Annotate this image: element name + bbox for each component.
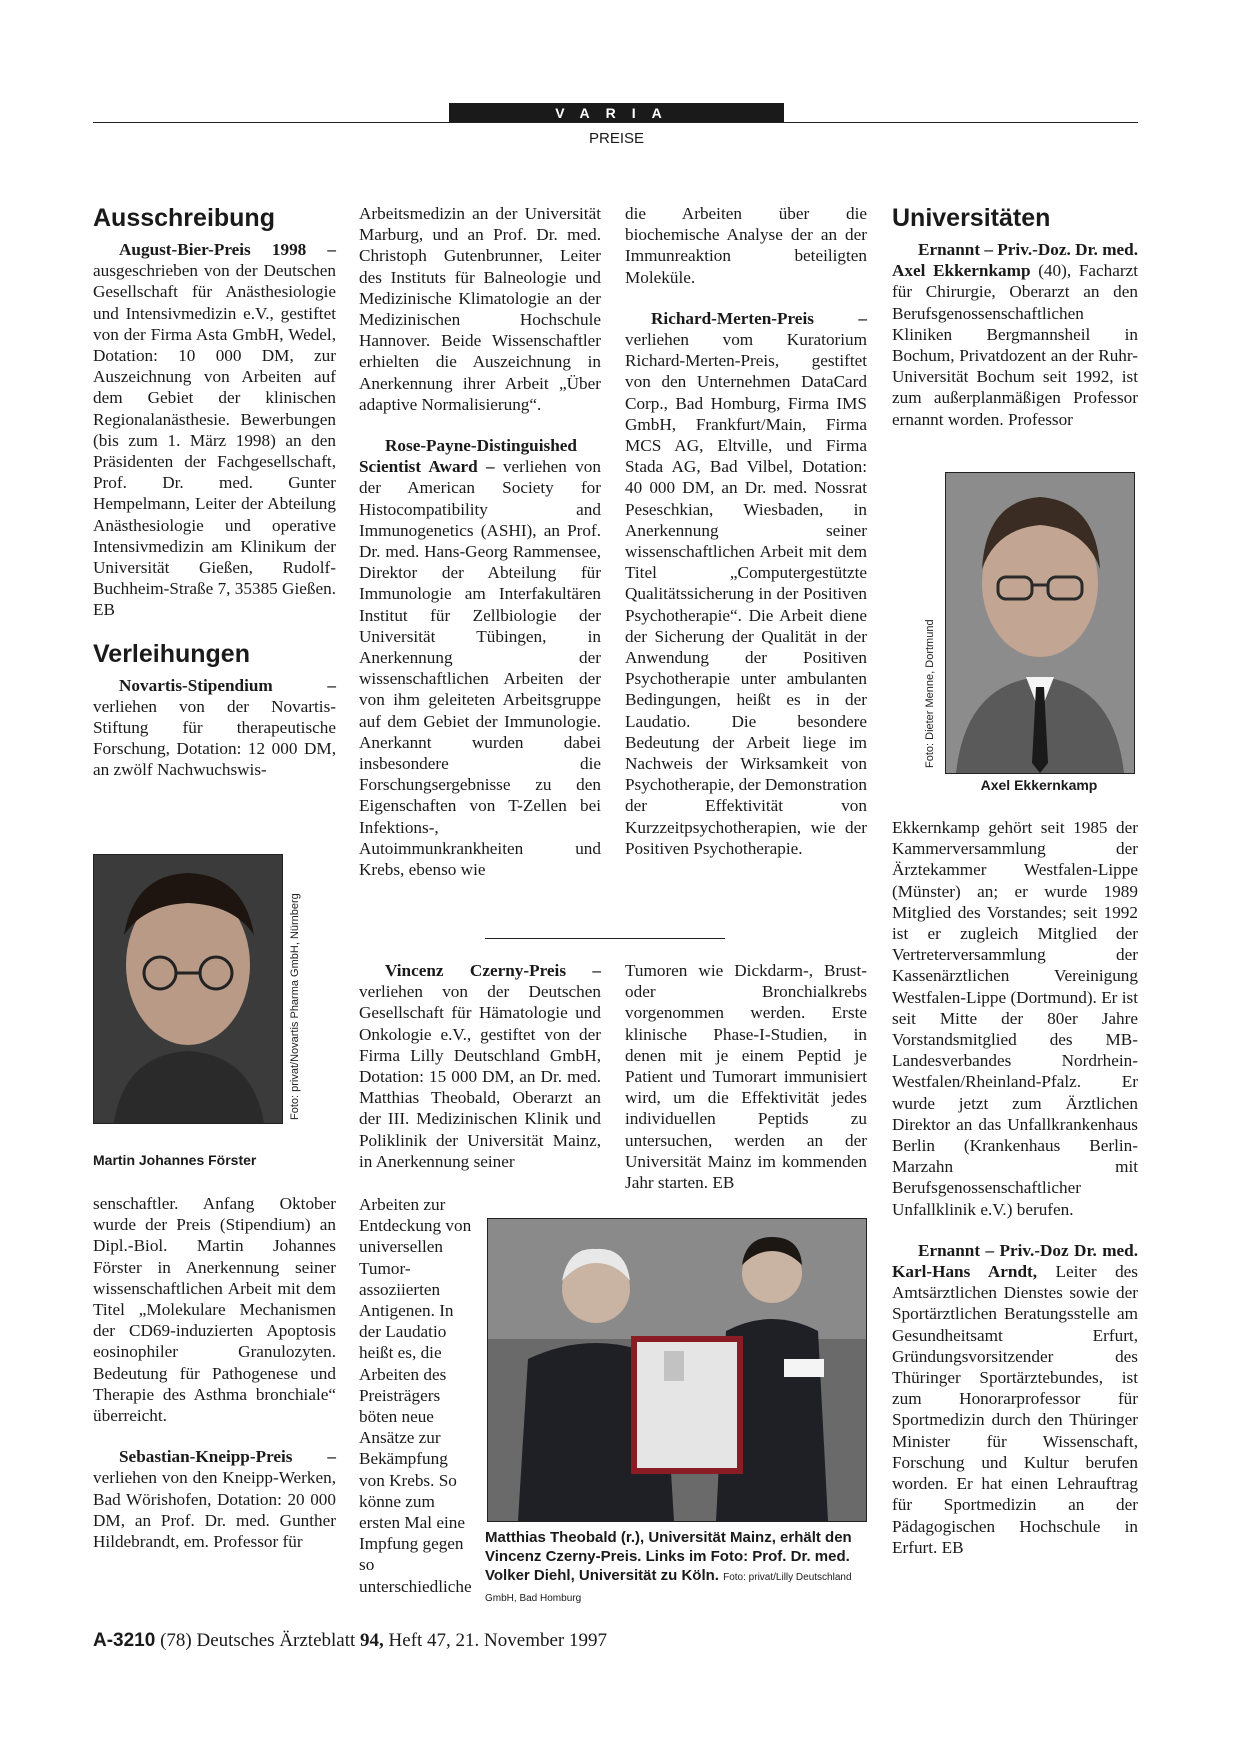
page-code: A-3210	[93, 1630, 156, 1651]
paragraph-tumoren: Tumoren wie Dickdarm-, Brust- oder Bronchialkrebs vorgenommen werden. Erste klinische Phase-I-Studien, in denen mit je einem Peptid je Patient und Tumorart immunisiert wird, um die Effektivität jedes individuellen Peptids zu untersuchen, werden an der Universität Mainz im kommenden Jahr starten. EB	[625, 961, 867, 1193]
paragraph-august-bier: August-Bier-Preis 1998 – ausgeschrieben von der Deutschen Gesellschaft für Anästhesiologie und Intensivmedizin e.V., gestiftet von der Firma Asta GmbH, Wedel, Dotation: 10 000 DM, zur Auszeichnung von Arbeiten auf dem Gebiet der klinischen Regionalanästhesie. Bewerbungen (bis zum 1. März 1998) an den Präsidenten der Fachgesellschaft, Prof. Dr. med. Gunter Hempelmann, Leiter der Abteilung Anästhesiologie und operative Intensivmedizin am Klinikum der Universität Gießen, Rudolf-Buchheim-Straße 7, 35385 Gießen. EB	[93, 240, 336, 620]
column-4	[892, 203, 1138, 430]
section-divider	[485, 938, 725, 939]
paragraph-richard-merten: Richard-Merten-Preis – verliehen vom Kuratorium Richard-Merten-Preis, gestiftet von den Unternehmen DataCard Corp., Bad Homburg, Firma IMS GmbH, Frankfurt/Main, Firma MCS AG, Eltville, und Firma Stada AG, Bad Vilbel, Dotation: 40 000 DM, an Dr. med. Nossrat Peseschkian, Wiesbaden, in Anerkennung seiner wissenschaftlichen Arbeit mit dem Titel „Computergestützte Qualitätssicherung in der Positiven Psychotherapie“. Die Arbeit diene der Sicherung der Qualität in der Anwendung der Positiven Psychotherapie unter ambulanten Bedingungen, heißt es in der Laudatio. Die besondere Bedeutung der Arbeit liege im Nachweis der Wirksamkeit von Psychotherapie, der Demonstration der Effektivität von Kurzzeitpsychotherapien, wie der Positiven Psychotherapie.	[625, 308, 867, 858]
heading-verleihungen: Verleihungen	[93, 639, 250, 668]
section-subtitle: PREISE	[588, 130, 645, 147]
photo-credit-theobald: Foto: privat/Lilly Deutschland GmbH, Bad Homburg	[485, 1572, 852, 1604]
section-banner: VARIA	[449, 103, 784, 123]
heading-ausschreibung: Ausschreibung	[93, 204, 275, 232]
award-image	[488, 1219, 866, 1521]
photo-credit-foerster: Foto: privat/Novartis Pharma GmbH, Nürnberg	[289, 893, 301, 1120]
header-rule	[93, 122, 1138, 123]
paragraph-tumor-antigene: Arbeiten zur Entdeckung von universellen Tumor-assoziierten Antigenen. In der Laudatio heißt es, die Arbeiten des Preisträgers böten neue Ansätze zur Bekämpfung von Krebs. So könne zum ersten Mal eine Impfung gegen so unterschiedliche	[359, 1195, 472, 1596]
paragraph-kneipp: Sebastian-Kneipp-Preis – verliehen von den Kneipp-Werken, Bad Wörishofen, Dotation: 20 000 DM, an Prof. Dr. med. Gunther Hildebrandt, em. Professor für	[93, 1447, 336, 1552]
column-2	[359, 203, 601, 880]
column-1	[93, 203, 336, 781]
photo-martin-foerster	[93, 854, 283, 1124]
paragraph-hildebrandt-cont: Arbeitsmedizin an der Universität Marburg, und an Prof. Dr. med. Christoph Gutenbrunner, Leiter des Instituts für Balneologie und Medizinische Klimatologie an der Medizinischen Hochschule Hannover. Beide Wissenschaftler erhielten die Auszeichnung in Anerkennung ihrer Arbeit „Über adaptive Normalisierung“.	[359, 204, 601, 414]
paragraph-novartis: Novartis-Stipendium – verliehen von der Novartis-Stiftung für therapeutische Forschung, Dotation: 12 000 DM, an zwölf Nachwuchswis-	[93, 675, 336, 780]
column-1-continued	[93, 1193, 336, 1552]
portrait-image	[94, 855, 282, 1123]
paragraph-vincenz-czerny: Vincenz Czerny-Preis – verliehen von der Deutschen Gesellschaft für Hämatologie und Onkologie e.V., gestiftet von der Firma Lilly Deutschland GmbH, Dotation: 15 000 DM, an Dr. med. Matthias Theobald, Oberarzt an der III. Medizinischen Klinik und Poliklinik der Universität Mainz, in Anerkennung seiner	[359, 961, 601, 1171]
paragraph-ekkernkamp: Ernannt – Priv.-Doz. Dr. med. Axel Ekkernkamp (40), Facharzt für Chirurgie, Oberarzt an den Berufsgenossenschaftlichen Kliniken Bergmannsheil in Bochum, Privatdozent an der Ruhr-Universität Bochum seit 1992, ist zum außerplanmäßigen Professor ernannt worden. Professor	[892, 240, 1138, 429]
caption-foerster: Martin Johannes Förster	[93, 1152, 257, 1168]
heading-universitaeten: Universitäten	[892, 204, 1051, 232]
paragraph-biochemie: die Arbeiten über die biochemische Analyse der an der Immunreaktion beteiligten Moleküle.	[625, 204, 867, 287]
czerny-column-narrow	[359, 1194, 475, 1597]
caption-ekkernkamp: Axel Ekkernkamp	[980, 777, 1098, 793]
caption-theobald: Matthias Theobald (r.), Universität Mainz, erhält den Vincenz Czerny-Preis. Links im Foto: Prof. Dr. med. Volker Diehl, Universität zu Köln. Foto: privat/Lilly Deutschland GmbH, Bad Homburg	[485, 1529, 852, 1604]
column-4-continued	[892, 817, 1138, 1558]
paragraph-arndt: Ernannt – Priv.-Doz Dr. med. Karl-Hans Arndt, Leiter des Amtsärztlichen Dienstes sowie der Sportärztlichen Beratungsstelle am Gesundheitsamt Erfurt, Gründungsvorsitzender des Thüringer Sportärztebundes, ist zum Honorarprofessor für Sportmedizin durch den Thüringer Minister für Wissenschaft, Forschung und Kultur berufen worden. Er hat einen Lehrauftrag für Sportmedizin an der Pädagogischen Hochschule in Erfurt. EB	[892, 1240, 1138, 1557]
column-3	[625, 203, 867, 859]
portrait-image-ekkernkamp	[946, 473, 1134, 773]
paragraph-foerster: senschaftler. Anfang Oktober wurde der Preis (Stipendium) an Dipl.-Biol. Martin Johannes Förster in Anerkennung seiner wissenschaftlichen Arbeit mit dem Titel „Molekulare Mechanismen der CD69-induzierten Apoptosis eosinophiler Granulozyten. Bedeutung für Pathogenese und Therapie des Asthma bronchiale“ überreicht.	[93, 1194, 336, 1426]
page-footer: A-3210 (78) Deutsches Ärzteblatt 94, Heft 47, 21. November 1997	[93, 1630, 608, 1651]
photo-theobald-diehl	[487, 1218, 867, 1522]
volume-number: 94,	[360, 1630, 384, 1651]
paragraph-ekkernkamp-cont: Ekkernkamp gehört seit 1985 der Kammerversammlung der Ärztekammer Westfalen-Lippe (Münster) an; er wurde 1989 Mitglied des Vorstandes; seit 1992 ist er zugleich Mitglied der Vertreterversammlung der Kassenärztlichen Vereinigung Westfalen-Lippe (Dortmund). Er ist seit Mitte der 80er Jahre Vorstandsmitglied des MB-Landesverbandes Nordrhein-Westfalen/Rheinland-Pfalz. Er wurde jetzt zum Ärztlichen Direktor an das Unfallkrankenhaus Berlin (Krankenhaus Berlin-Marzahn mit Berufsgenossenschaftlicher Unfallklinik e.V.) berufen.	[892, 818, 1138, 1219]
czerny-column-left	[359, 960, 601, 1172]
photo-credit-ekkernkamp: Foto: Dieter Menne, Dortmund	[924, 619, 936, 768]
paragraph-rose-payne: Rose-Payne-Distinguished Scientist Award – verliehen von der American Society for Histocompatibility and Immunogenetics (ASHI), an Prof. Dr. med. Hans-Georg Rammensee, Direktor der Abteilung für Immunologie am Interfakultären Institut für Zellbiologie der Universität Tübingen, in Anerkennung der wissenschaftlichen Arbeiten der von ihm geleiteten Arbeitsgruppe auf dem Gebiet der Immunologie. Anerkannt wurden dabei insbesondere die Forschungsergebnisse zu den Eigenschaften von T-Zellen bei Infektions-, Autoimmunkrankheiten und Krebs, ebenso wie	[359, 436, 601, 880]
czerny-column-right	[625, 960, 867, 1193]
photo-axel-ekkernkamp	[945, 472, 1135, 774]
